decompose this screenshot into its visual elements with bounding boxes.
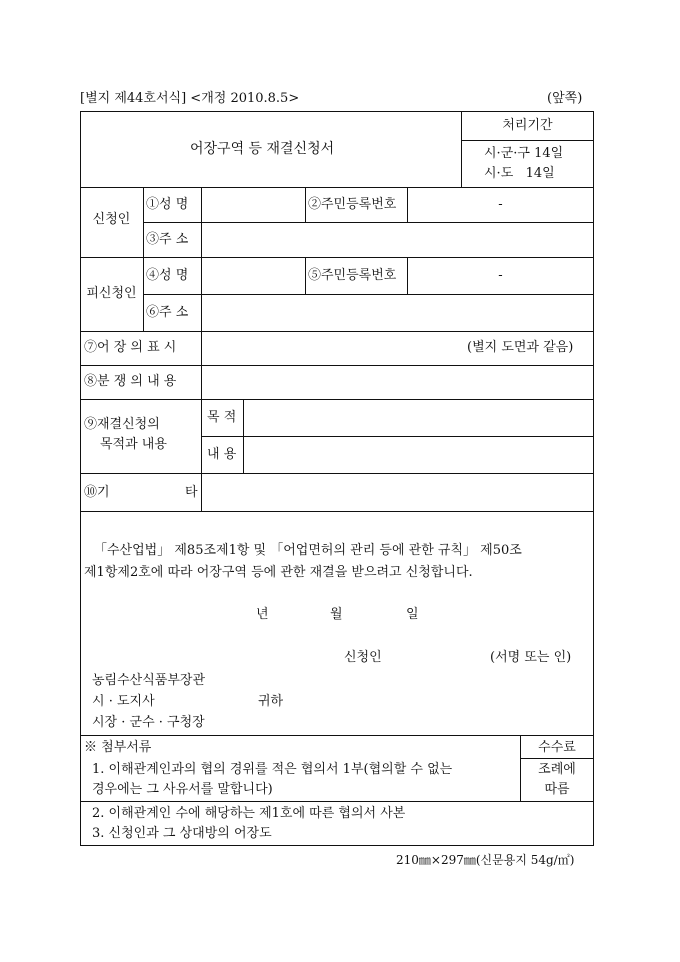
attachments-title: ※ 첨부서류 bbox=[84, 740, 152, 755]
attachment-item-1: 1. 이해관계인과의 협의 경위를 적은 협의서 1부(협의할 수 없는 bbox=[92, 762, 453, 777]
other-label-end: 타 bbox=[185, 485, 198, 500]
purpose-sub-label: 목 적 bbox=[207, 410, 237, 425]
signature-applicant-label: 신청인 bbox=[344, 650, 382, 665]
respondent-name-label: ④성 명 bbox=[146, 268, 189, 283]
respondent-address-label: ⑥주 소 bbox=[146, 305, 189, 320]
paper-spec: 210㎜×297㎜(신문용지 54g/㎡) bbox=[396, 853, 575, 867]
purpose-label-line1: ⑨재결신청의 bbox=[84, 417, 160, 432]
applicant-name-field[interactable] bbox=[204, 197, 302, 213]
form-title: 어장구역 등 재결신청서 bbox=[190, 141, 335, 157]
form-number: [별지 제44호서식] <개정 2010.8.5> bbox=[80, 91, 300, 106]
fee-value-line1: 조례에 bbox=[538, 762, 576, 777]
processing-period-label: 처리기간 bbox=[502, 118, 553, 133]
processing-period-city: 시·군·구 14일 bbox=[484, 146, 564, 161]
applicant-name-label: ①성 명 bbox=[146, 197, 189, 212]
signature-seal-label[interactable]: (서명 또는 인) bbox=[490, 650, 572, 665]
applicant-address-field[interactable] bbox=[204, 232, 592, 248]
content-field[interactable] bbox=[246, 447, 592, 463]
applicant-address-label: ③주 소 bbox=[146, 232, 189, 247]
date-year[interactable]: 년 bbox=[256, 607, 269, 622]
respondent-label: 피신청인 bbox=[86, 286, 137, 301]
respondent-rrn-field[interactable]: - bbox=[498, 268, 503, 283]
recipient-mayor: 시장 · 군수 · 구청장 bbox=[92, 715, 205, 730]
recipient-governor: 시 · 도지사 bbox=[92, 694, 155, 709]
fee-value-line2: 따름 bbox=[544, 782, 570, 797]
other-field[interactable] bbox=[204, 485, 592, 501]
fishery-display-value[interactable]: (별지 도면과 같음) bbox=[467, 340, 574, 355]
fee-label: 수수료 bbox=[538, 740, 576, 755]
attachment-item-1-cont: 경우에는 그 사유서를 말합니다) bbox=[92, 782, 273, 797]
date-day[interactable]: 일 bbox=[406, 607, 419, 622]
recipient-honorific: 귀하 bbox=[258, 694, 284, 709]
other-label-number: ⑩기 bbox=[84, 485, 110, 500]
attachment-item-3: 3. 신청인과 그 상대방의 어장도 bbox=[92, 826, 272, 841]
page-side-label: (앞쪽) bbox=[547, 91, 583, 106]
dispute-content-label: ⑧분 쟁 의 내 용 bbox=[84, 374, 177, 389]
applicant-rrn-field[interactable]: - bbox=[498, 197, 503, 212]
dispute-content-field[interactable] bbox=[204, 374, 592, 390]
date-month[interactable]: 월 bbox=[330, 607, 343, 622]
applicant-rrn-label: ②주민등록번호 bbox=[308, 197, 397, 212]
respondent-name-field[interactable] bbox=[204, 268, 302, 284]
statement-line2: 제1항제2호에 따라 어장구역 등에 관한 재결을 받으려고 신청합니다. bbox=[84, 565, 473, 580]
purpose-label-line2: 목적과 내용 bbox=[100, 437, 167, 452]
statement-line1: 「수산업법」 제85조제1항 및 「어업면허의 관리 등에 관한 규칙」 제50조 bbox=[94, 543, 522, 558]
content-sub-label: 내 용 bbox=[207, 447, 237, 462]
attachment-item-2: 2. 이해관계인 수에 해당하는 제1호에 따른 협의서 사본 bbox=[92, 806, 406, 821]
processing-period-province: 시·도 14일 bbox=[484, 166, 555, 181]
respondent-rrn-label: ⑤주민등록번호 bbox=[308, 268, 397, 283]
respondent-address-field[interactable] bbox=[204, 305, 592, 321]
purpose-field[interactable] bbox=[246, 410, 592, 426]
recipient-minister: 농림수산식품부장관 bbox=[92, 673, 206, 688]
applicant-label: 신청인 bbox=[92, 212, 131, 227]
fishery-display-label: ⑦어 장 의 표 시 bbox=[84, 340, 177, 355]
